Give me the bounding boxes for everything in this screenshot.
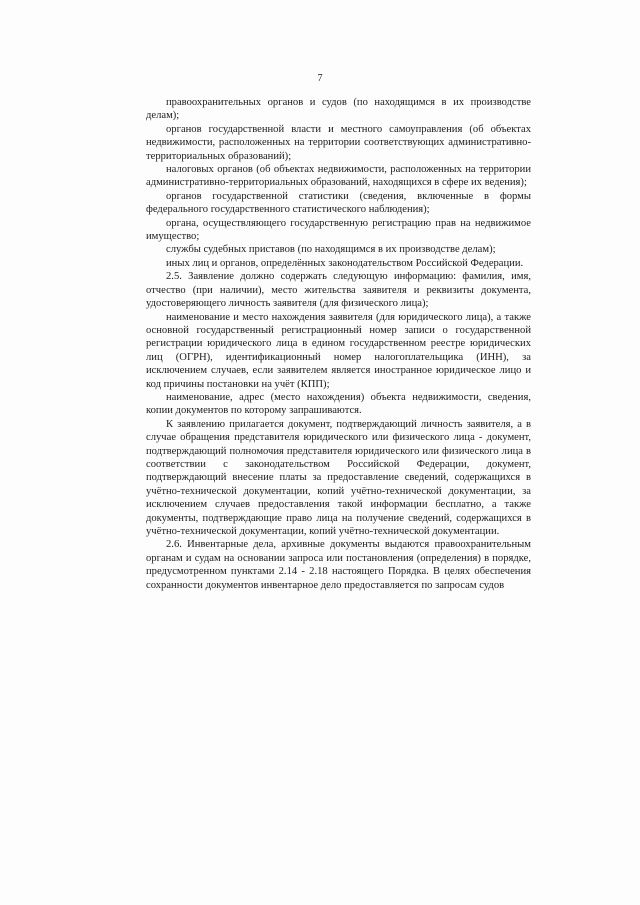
paragraph: иных лиц и органов, определённых законодательством Российской Федерации. <box>166 257 524 269</box>
document-body <box>146 96 531 592</box>
page-number: 7 <box>317 73 323 84</box>
paragraph: органов государственной статистики (сведения, включенные в формы федерального государственного статистического наблюдения); <box>146 190 531 216</box>
paragraph: правоохранительных органов и судов (по находящимся в их производстве делам); <box>146 97 531 122</box>
paragraph: 2.5. Заявление должно содержать следующую информацию: фамилия, имя, отчество (при наличии), место жительства заявителя и реквизиты документа, удостоверяющего личность заявителя (для физического лица); <box>146 271 531 310</box>
paragraph: 2.6. Инвентарные дела, архивные документы выдаются правоохранительным органам и судам на основании запроса или постановления (определения) в порядке, предусмотренном пунктами 2.14 - 2.18 настоящего Порядка. В целях обеспечения сохранности документов инвентарное дело предоставляется по запросам судов <box>146 539 531 591</box>
paragraph: органов государственной власти и местного самоуправления (об объектах недвижимости, расположенных на территории соответствующих административно-территориальных образований); <box>146 123 531 162</box>
paragraph: налоговых органов (об объектах недвижимости, расположенных на территории административно-территориальных образований, находящихся в сфере их ведения); <box>146 164 531 189</box>
paragraph: службы судебных приставов (по находящимся в их производстве делам); <box>166 244 496 256</box>
paragraph: наименование и место нахождения заявителя (для юридического лица), а также основной государственный регистрационный номер записи о государственной регистрации юридического лица в едином государственном реестре юридических лиц (ОГРН), идентификационный номер налогоплательщика (ИНН), за исключением случаев, если заявителем является иностранное юридическое лицо и код причины постановки на учёт (КПП); <box>146 311 531 390</box>
paragraph: наименование, адрес (место нахождения) объекта недвижимости, сведения, копии документов по которому запрашиваются. <box>146 391 531 417</box>
paragraph: органа, осуществляющего государственную регистрацию прав на недвижимое имущество; <box>146 217 531 243</box>
paragraph: К заявлению прилагается документ, подтверждающий личность заявителя, а в случае обращения представителя юридического или физического лица - документ, подтверждающий полномочия представителя юридического или физического лица в соответствии с законодательством Российской Федерации, документ, подтверждающий внесение платы за предоставление сведений, содержащихся в учётно-технической документации, копий учётно-технической документации, за исключением случаев предоставления такой информации бесплатно, а также документы, подтверждающие право лица на получение сведений, содержащихся в учётно-технической документации, копий учётно-технической документации. <box>146 418 531 537</box>
